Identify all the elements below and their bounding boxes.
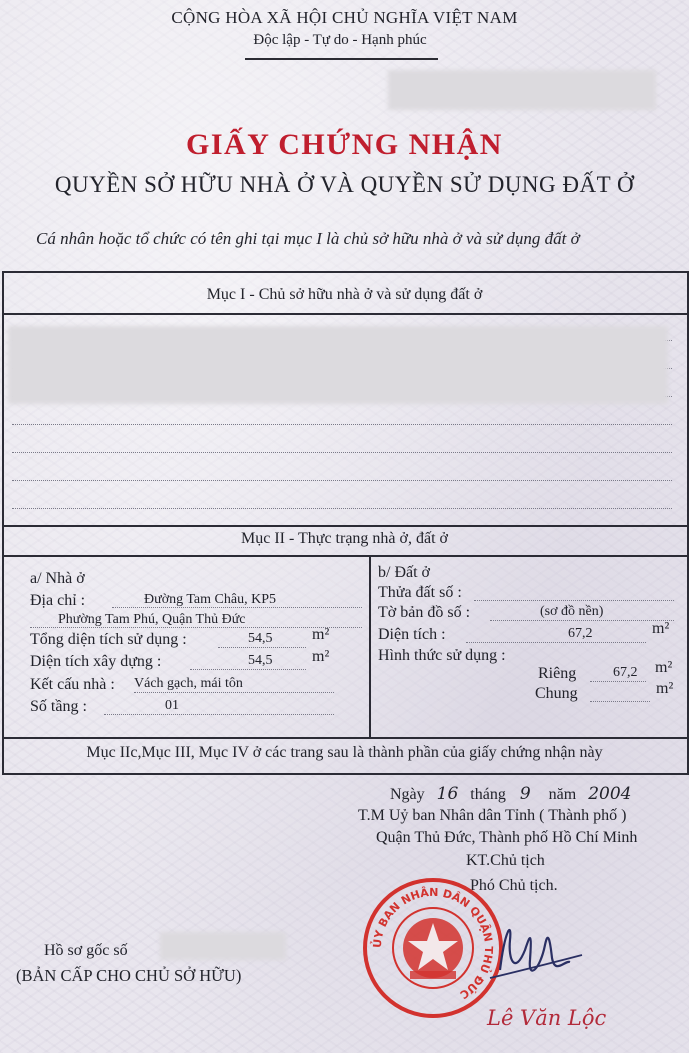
plot-number-dots (474, 600, 674, 601)
year-value: 2004 (588, 784, 632, 804)
footer-note-divider (2, 737, 687, 739)
section1-title: Mục I - Chủ sở hữu nhà ở và sử dụng đất ở (206, 286, 483, 303)
house-address-line1: Đường Tam Châu, KP5 (144, 592, 276, 607)
usage-form-label: Hình thức sử dụng : (378, 647, 506, 664)
date-line (390, 784, 631, 804)
shared-use-dots (590, 701, 650, 702)
land-area-dots (466, 642, 646, 643)
section2-header-divider (2, 555, 687, 557)
shared-use-label: Chung (535, 685, 578, 702)
structure-label: Kết cấu nhà : (30, 676, 115, 693)
section1-header-divider (2, 313, 687, 315)
authority-line-1: T.M Uỷ ban Nhân dân Tỉnh ( Thành phố ) (358, 807, 627, 824)
day-label: Ngày (390, 786, 425, 803)
floors-label: Số tầng : (30, 698, 87, 715)
plot-number-label: Thửa đất số : (378, 584, 462, 601)
shared-use-unit: m² (656, 680, 674, 697)
nation-header: CỘNG HÒA XÃ HỘI CHỦ NGHĨA VIỆT NAM (171, 8, 518, 27)
floors-dots (104, 714, 334, 715)
build-area-label: Diện tích xây dựng : (30, 653, 162, 670)
copy-note: (BẢN CẤP CHO CHỦ SỞ HỮU) (16, 966, 242, 985)
house-address-label: Địa chỉ : (30, 592, 86, 609)
year-label: năm (548, 786, 577, 803)
redacted-owner-info (8, 326, 668, 404)
structure-value: Vách gạch, mái tôn (134, 676, 243, 691)
owner-line-4 (12, 424, 672, 425)
authority-line-3: KT.Chủ tịch (466, 852, 545, 869)
total-area-unit: m² (312, 626, 330, 643)
owner-line-7 (12, 508, 672, 509)
map-sheet-value: (sơ đồ nền) (540, 604, 604, 619)
build-area-value: 54,5 (248, 653, 273, 668)
national-motto: Độc lập - Tự do - Hạnh phúc (253, 32, 427, 48)
owner-line-5 (12, 452, 672, 453)
owner-line-6 (12, 480, 672, 481)
intro-statement: Cá nhân hoặc tổ chức có tên ghi tại mục I là chủ sở hữu nhà ở và sử dụng đất ở (36, 229, 580, 248)
redacted-record-number (160, 932, 286, 960)
floors-value: 01 (165, 698, 179, 713)
land-area-value: 67,2 (568, 626, 593, 641)
house-address-line2: Phường Tam Phú, Quận Thủ Đức (58, 612, 246, 627)
signer-name: Lê Văn Lộc (487, 1006, 607, 1030)
land-heading: b/ Đất ở (378, 564, 431, 581)
signature-scribble (470, 900, 590, 1000)
land-area-unit: m² (652, 620, 670, 637)
footer-note: Mục IIc,Mục III, Mục IV ở các trang sau là thành phần của giấy chứng nhận này (86, 744, 603, 761)
section2-title: Mục II - Thực trạng nhà ở, đất ở (240, 530, 448, 547)
private-use-dots (590, 681, 646, 682)
certificate-title: GIẤY CHỨNG NHẬN (186, 128, 503, 161)
month-value: 9 (519, 784, 531, 804)
build-area-dots (190, 669, 306, 670)
motto-underline (245, 58, 438, 60)
authority-line-4: Phó Chủ tịch. (470, 877, 558, 894)
map-sheet-dots (490, 620, 674, 621)
seal-text: ỦY BAN NHÂN DÂN QUẬN THỦ ĐỨC (370, 885, 496, 1002)
build-area-unit: m² (312, 648, 330, 665)
map-sheet-label: Tờ bản đồ số : (378, 604, 471, 621)
total-area-dots (218, 647, 306, 648)
day-value: 16 (436, 784, 459, 804)
redacted-serial (388, 70, 656, 110)
certificate-subtitle: QUYỀN SỞ HỮU NHÀ Ở VÀ QUYỀN SỬ DỤNG ĐẤT Ở (54, 172, 635, 197)
month-label: tháng (470, 786, 506, 803)
land-area-label: Diện tích : (378, 626, 446, 643)
authority-line-2: Quận Thủ Đức, Thành phố Hồ Chí Minh (376, 829, 638, 846)
house-land-divider (369, 556, 371, 737)
total-area-label: Tổng diện tích sử dụng : (30, 631, 187, 648)
total-area-value: 54,5 (248, 631, 273, 646)
structure-dots (134, 692, 334, 693)
records-label: Hồ sơ gốc số (44, 942, 128, 959)
private-use-label: Riêng (538, 665, 577, 682)
section2-top-divider (2, 525, 687, 527)
private-use-value: 67,2 (613, 665, 638, 680)
house-heading: a/ Nhà ở (30, 570, 85, 587)
private-use-unit: m² (655, 659, 673, 676)
